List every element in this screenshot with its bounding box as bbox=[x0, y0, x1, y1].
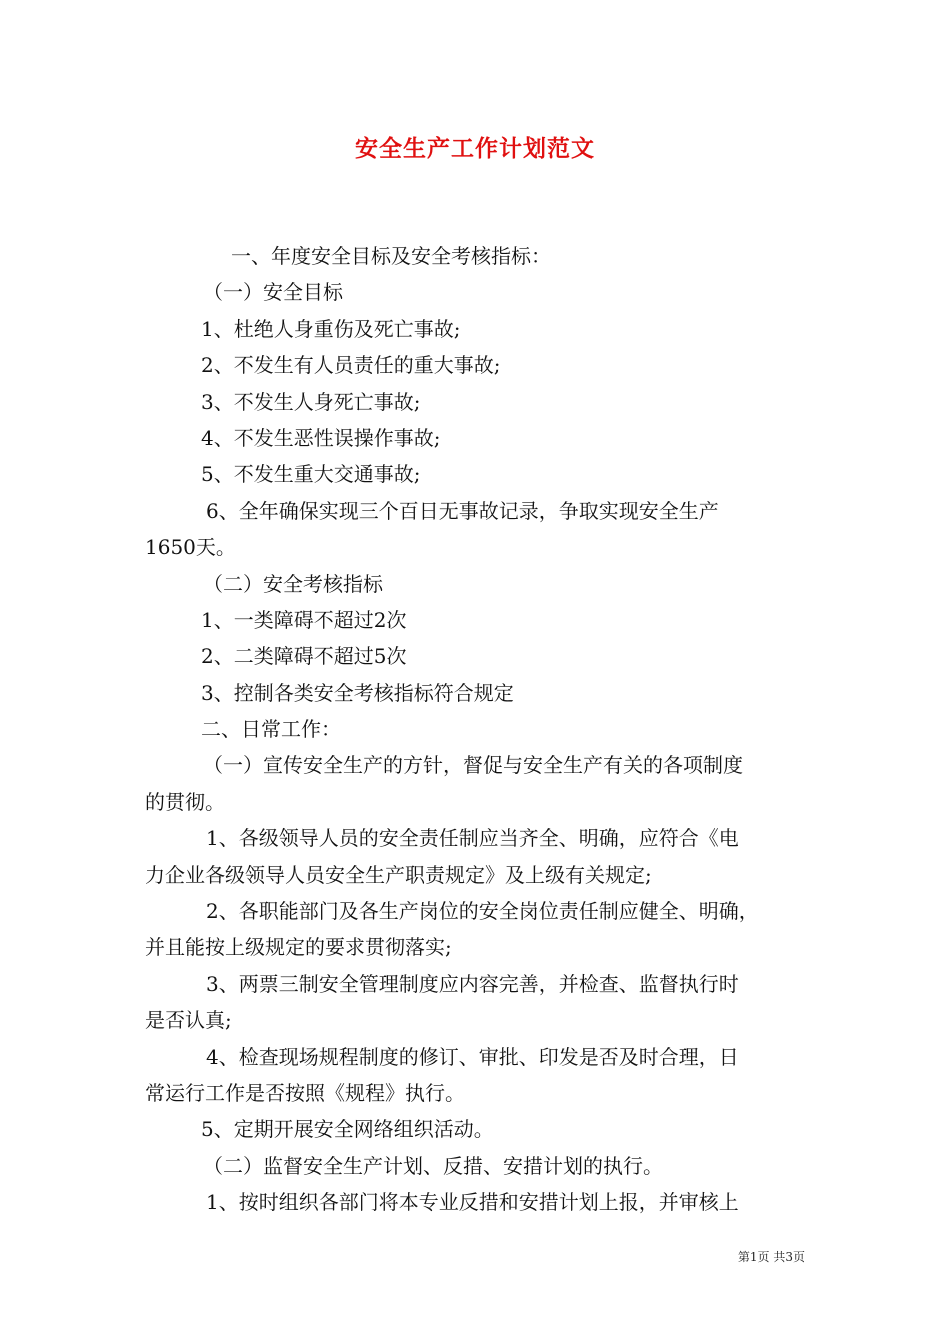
text-line: 4、检查现场规程制度的修订、审批、印发是否及时合理，日 bbox=[206, 1044, 739, 1069]
text-line: 2、二类障碍不超过5次 bbox=[201, 644, 407, 669]
text-line: 是否认真; bbox=[145, 1008, 232, 1033]
text-line: 二、日常工作： bbox=[201, 717, 341, 742]
text-line: 2、各职能部门及各生产岗位的安全岗位责任制应健全、明确， bbox=[206, 899, 759, 924]
text-line: 6、全年确保实现三个百日无事故记录，争取实现安全生产 bbox=[206, 498, 719, 523]
text-line: （二）监督安全生产计划、反措、安措计划的执行。 bbox=[203, 1153, 663, 1178]
page-footer: 第1页 共3页 bbox=[737, 1250, 805, 1264]
document-title: 安全生产工作计划范文 bbox=[355, 136, 595, 162]
text-line: 1、各级领导人员的安全责任制应当齐全、明确，应符合《电 bbox=[206, 826, 739, 851]
text-line: 1、一类障碍不超过2次 bbox=[201, 607, 407, 632]
text-line: 的贯彻。 bbox=[145, 789, 225, 814]
text-line: （一）安全目标 bbox=[203, 280, 343, 305]
text-line: 3、控制各类安全考核指标符合规定 bbox=[201, 680, 514, 705]
text-line: 一、年度安全目标及安全考核指标： bbox=[231, 244, 551, 268]
document-body bbox=[145, 238, 813, 1221]
text-line: 5、定期开展安全网络组织活动。 bbox=[201, 1117, 494, 1142]
text-line: 1650天。 bbox=[145, 535, 236, 560]
text-line: 3、两票三制安全管理制度应内容完善，并检查、监督执行时 bbox=[206, 971, 739, 996]
text-line: 4、不发生恶性误操作事故; bbox=[201, 425, 441, 450]
text-line: 5、不发生重大交通事故; bbox=[201, 462, 421, 487]
text-line: 并且能按上级规定的要求贯彻落实; bbox=[145, 935, 452, 960]
text-line: 力企业各级领导人员安全生产职责规定》及上级有关规定; bbox=[145, 862, 652, 887]
text-line: 3、不发生人身死亡事故; bbox=[201, 389, 421, 414]
text-line: （一）宣传安全生产的方针，督促与安全生产有关的各项制度 bbox=[203, 753, 743, 778]
text-line: （二）安全考核指标 bbox=[203, 571, 383, 596]
text-line: 2、不发生有人员责任的重大事故; bbox=[201, 353, 501, 378]
text-line: 1、按时组织各部门将本专业反措和安措计划上报，并审核上 bbox=[206, 1190, 739, 1215]
text-line: 常运行工作是否按照《规程》执行。 bbox=[145, 1080, 465, 1105]
text-line: 1、杜绝人身重伤及死亡事故; bbox=[201, 316, 461, 341]
